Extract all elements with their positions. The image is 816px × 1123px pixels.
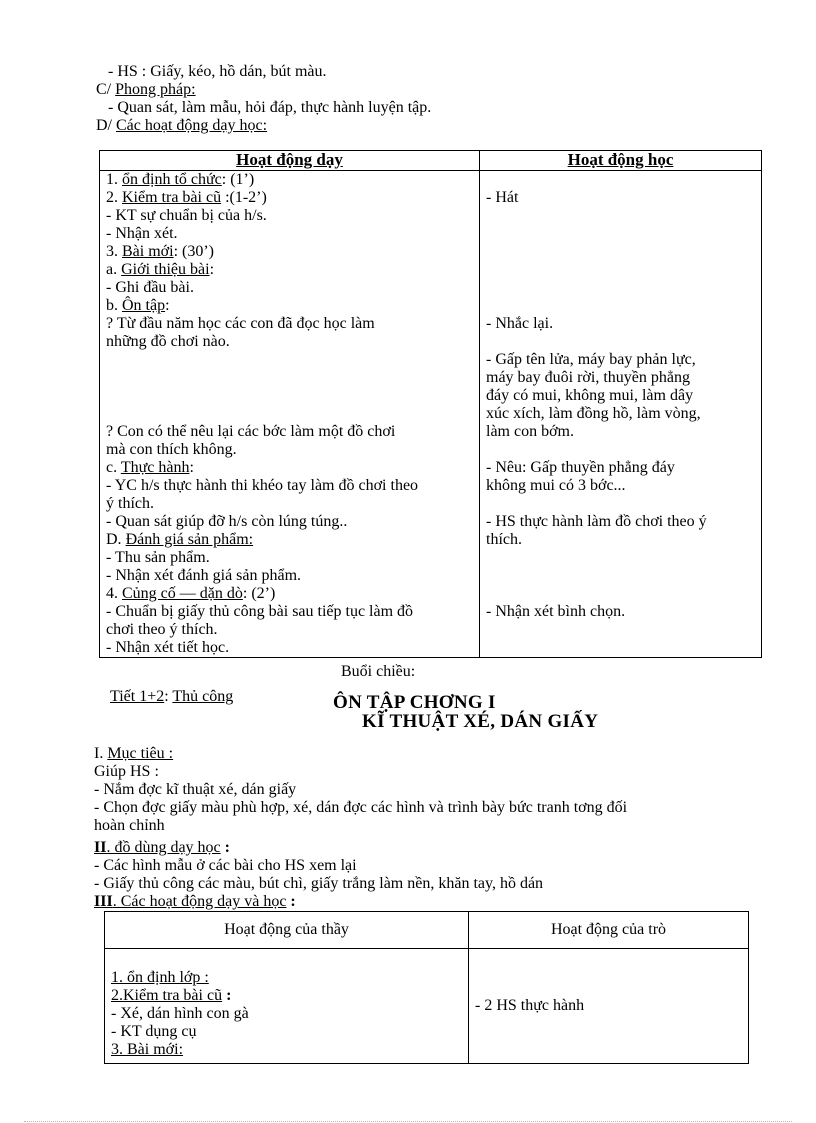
student-cell-2 — [469, 949, 749, 1064]
activities-heading — [96, 117, 267, 135]
line-text: ? Con có thể nêu lại các bớc làm một đồ chơi — [106, 423, 396, 440]
section1-line: hoàn chỉnh — [94, 817, 165, 834]
line-text: - Nhận xét. — [106, 225, 178, 242]
line-text: những đồ chơi nào. — [106, 333, 230, 350]
section2-num: II — [94, 839, 107, 856]
section1-line: - Nắm đợc kĩ thuật xé, dán giấy — [94, 781, 297, 798]
student-activity-line: xúc xích, làm đồng hồ, làm vòng, — [486, 405, 701, 422]
section2-heading — [94, 839, 230, 857]
student-activity-line: đáy có mui, không mui, làm dây — [486, 387, 694, 404]
teacher-activity-line — [106, 207, 267, 225]
page-title: ÔN TẬP CHƠNG I — [333, 692, 496, 713]
section3-heading — [94, 893, 296, 911]
line-text: 2. — [106, 189, 122, 206]
section3-label: . Các hoạt động dạy và học — [112, 893, 287, 910]
lesson-label: Tiết 1+2 — [110, 688, 165, 705]
section1-num: I. — [94, 745, 108, 762]
section2-line: - Giấy thủ công các màu, bút chì, giấy trắng làm nền, khăn tay, hồ dán — [94, 875, 544, 892]
line-text: mà con thích không. — [106, 441, 237, 458]
line-text: ? Từ đầu năm học các con đã đọc học làm — [106, 315, 375, 332]
page-subtitle: KĨ THUẬT XÉ, DÁN GIẤY — [362, 711, 599, 732]
section2-label: . đồ dùng dạy học — [106, 839, 221, 856]
line-text: - KT sự chuẩn bị của h/s. — [106, 207, 267, 224]
teacher-activity-line — [106, 549, 210, 567]
teacher-activity-line — [106, 567, 301, 585]
line-underlined: Giới thiệu bài — [121, 261, 210, 278]
teacher-line-2 — [111, 987, 231, 1005]
student-activity-line: - Nhắc lại. — [486, 315, 554, 332]
teacher-activity-cell — [100, 171, 480, 658]
student-activity-header: Hoạt động học — [480, 151, 762, 171]
teacher-activity-line — [106, 189, 267, 207]
student-activity-line: máy bay đuôi rời, thuyền phẳng — [486, 369, 690, 386]
teacher-activity-line — [106, 459, 194, 477]
line-text: - Chuẩn bị giấy thủ công bài sau tiếp tục làm đồ — [106, 603, 414, 620]
line-text: - YC h/s thực hành thi khéo tay làm đồ chơi theo — [106, 477, 419, 494]
line-text: - Thu sản phẩm. — [106, 549, 210, 566]
student-activity-line: - Gấp tên lửa, máy bay phản lực, — [486, 351, 696, 368]
line-underlined: Thực hành — [120, 459, 190, 476]
teacher-line-2: - KT dụng cụ — [111, 1023, 197, 1040]
teacher-activity-line — [106, 639, 229, 657]
activity-table-2 — [104, 911, 749, 1064]
section3-num: III — [94, 893, 113, 910]
line-text: 3. — [106, 243, 122, 260]
teacher-activity-line — [106, 315, 375, 333]
line-text: 4. — [106, 585, 122, 602]
line-suffix: : (1’) — [221, 171, 255, 188]
review-label: 2.Kiểm tra bài cũ — [111, 987, 223, 1004]
student-activity-line: - Hát — [486, 189, 519, 206]
section2-colon: : — [220, 839, 230, 856]
teacher-line-2 — [111, 969, 209, 987]
teacher-cell-2 — [105, 949, 469, 1064]
teacher-activity-line — [106, 603, 413, 621]
line-underlined: Đánh giá sản phẩm: — [125, 531, 254, 548]
line-suffix: : — [165, 297, 170, 314]
section1-line: Giúp HS : — [94, 763, 159, 780]
student-activity-line: làm con bớm. — [486, 423, 574, 440]
teacher-header-2: Hoạt động của thầy — [105, 912, 469, 949]
teacher-activity-line — [106, 423, 395, 441]
activity-table — [99, 150, 762, 658]
line-text: b. — [106, 297, 122, 314]
teacher-activity-line — [106, 261, 214, 279]
teacher-activity-line — [106, 513, 347, 531]
teacher-activity-line — [106, 225, 178, 243]
line-text: chơi theo ý thích. — [106, 621, 218, 638]
line-suffix: : — [189, 459, 194, 476]
teacher-activity-line — [106, 279, 194, 297]
teacher-activity-line — [106, 333, 230, 351]
line-text: 1. — [106, 171, 122, 188]
line-underlined: Kiểm tra bài cũ — [122, 189, 222, 206]
teacher-line-2 — [111, 1041, 183, 1059]
student-header-2: Hoạt động của trò — [469, 912, 749, 949]
lesson-subject: Thủ công — [172, 688, 234, 705]
teacher-activity-line — [106, 243, 214, 261]
review-colon: : — [222, 987, 232, 1004]
line-underlined: Bài mới — [122, 243, 174, 260]
stabilize-label: 1. ổn định lớp : — [111, 969, 209, 986]
section1-line: - Chọn đợc giấy màu phù hợp, xé, dán đợc các hình và trình bày bức tranh tơng đối — [94, 799, 628, 816]
page-footer-dots — [24, 1121, 792, 1122]
teacher-activity-line — [106, 441, 237, 459]
method-line: - Quan sát, làm mẫu, hỏi đáp, thực hành luyện tập. — [108, 99, 432, 116]
teacher-activity-header: Hoạt động dạy — [100, 151, 480, 171]
teacher-activity-line — [106, 477, 418, 495]
activities-label: Các hoạt động dạy học: — [116, 117, 268, 134]
section2-line: - Các hình mẫu ở các bài cho HS xem lại — [94, 857, 357, 874]
student-activity-line: không mui có 3 bớc... — [486, 477, 626, 494]
method-prefix: C/ — [96, 81, 116, 98]
line-underlined: Củng cố — dặn dò — [122, 585, 243, 602]
student-line-2: - 2 HS thực hành — [475, 997, 585, 1014]
teacher-activity-line — [106, 531, 253, 549]
line-text: a. — [106, 261, 122, 278]
line-text: c. — [106, 459, 121, 476]
student-activity-cell — [480, 171, 762, 658]
teacher-line-2: - Xé, dán hình con gà — [111, 1005, 249, 1022]
teacher-activity-line — [106, 585, 275, 603]
section1-heading — [94, 745, 173, 763]
student-activity-line: - HS thực hành làm đồ chơi theo ý — [486, 513, 707, 530]
lesson-line — [110, 688, 233, 706]
line-suffix: : (2’) — [242, 585, 276, 602]
teacher-activity-line — [106, 171, 254, 189]
teacher-activity-line — [106, 297, 170, 315]
student-activity-line: - Nhận xét bình chọn. — [486, 603, 626, 620]
line-text: ý thích. — [106, 495, 154, 512]
line-text: D. — [106, 531, 126, 548]
line-text: - Ghi đầu bài. — [106, 279, 194, 296]
line-text: - Nhận xét đánh giá sản phẩm. — [106, 567, 302, 584]
method-label: Phong pháp: — [115, 81, 196, 98]
student-activity-line: thích. — [486, 531, 522, 548]
lesson-sep: : — [164, 688, 173, 705]
line-suffix: :(1-2’) — [221, 189, 267, 206]
activities-prefix: D/ — [96, 117, 116, 134]
line-underlined: Ôn tập — [122, 297, 166, 314]
student-activity-line: - Nêu: Gấp thuyền phẳng đáy — [486, 459, 675, 476]
line-suffix: : (30’) — [173, 243, 215, 260]
line-underlined: ổn định tổ chức — [122, 171, 222, 188]
method-heading — [96, 81, 196, 99]
line-text: - Nhận xét tiết học. — [106, 639, 230, 656]
section1-label: Mục tiêu : — [107, 745, 174, 762]
teacher-activity-line — [106, 621, 218, 639]
teacher-activity-line — [106, 495, 154, 513]
section3-colon: : — [286, 893, 296, 910]
line-text: - Quan sát giúp đỡ h/s còn lúng túng.. — [106, 513, 348, 530]
line-suffix: : — [209, 261, 215, 278]
new-lesson-label: 3. Bài mới: — [111, 1041, 184, 1058]
materials-line: - HS : Giấy, kéo, hồ dán, bút màu. — [108, 63, 327, 80]
session-label: Buổi chiều: — [341, 663, 416, 680]
